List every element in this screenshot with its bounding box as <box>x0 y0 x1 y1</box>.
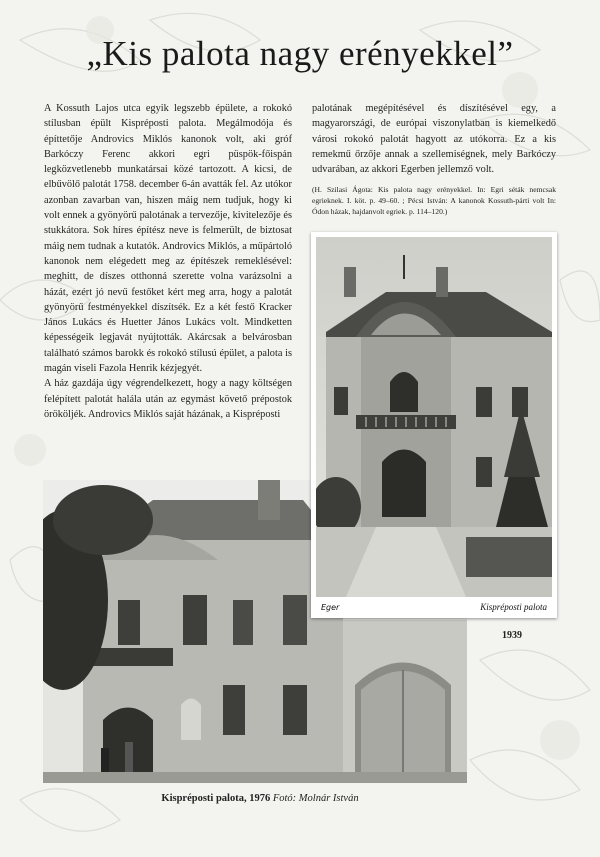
body-text-left <box>44 101 292 422</box>
photo-label-location: Eger <box>321 603 340 612</box>
caption-credit: Fotó: Molnár István <box>272 793 359 804</box>
photo-label-title: Kispréposti palota <box>480 602 547 612</box>
paragraph: palotának megépítésével és díszítésével egy, a magyarországi, de európai viszonylatban is kiemelkedő városi rokokó palotát hagyott az utókorra. Ez a kis remekmű őrzője annak a szellemiségnek, mely Barkóczy udvarában, az akkori Egerben jellemző volt. <box>312 103 556 176</box>
body-text-right <box>312 101 556 177</box>
paragraph: A Kossuth Lajos utca egyik legszebb épülete, a rokokó stílusban épült Kispréposti palota. Megálmodója és építtetője Androvics Miklós kanonok volt, aki gróf Barkóczy Ferenc akkori egri püspök-főispán legközvetlenebb munkatársai közé tartozott. A kicsi, de elbűvölő palotát 1758. december 6-án avatták fel. Az utókor azonban zavarban van, hiszen máig nem tudjuk, hogy ki volt ennek a gyönyörű palotának a tervezője, kivitelezője és stukkátora. Sok híres építész neve is felmerült, de biztosat máig nem tudnak a kutatók. Androvics Miklós, a műpártoló kanonok nem elégedett meg az építészek remeklésével: meghitt, de díszes otthonná szerette volna varázsolni a házát, ezért jó nevű festőket kért meg arra, hogy a palotát gyönyörű festményekkel díszítsék. Ez a két festő Kracker János Lukács és Huetter János Lukács volt. Mindketten képességeik legjavát nyújtották. Akárcsak a belvárosban található számos barokk és rokokó stílusú épület, a palota is magán viseli Fazola Henrik kézjegyét. <box>44 103 292 375</box>
photo-1939 <box>311 232 557 618</box>
paragraph: A ház gazdája úgy végrendelkezett, hogy a nagy költségen felépített palotát halála után az egymást követő prépostok örököljék. Androvics Miklós saját házának, a Kispréposti <box>44 378 292 420</box>
page-title: „Kis palota nagy erényekkel” <box>86 34 514 73</box>
photo-year: 1939 <box>502 630 522 641</box>
photo-caption <box>0 793 520 804</box>
references: (H. Szilasi Ágota: Kis palota nagy erényekkel. In: Egri séták nemcsak egrieknek. I. köt. p. 49–60. ; Pécsi István: A kanonok Kossuth-párti volt In: Ódon házak, hajdanvolt egriek. p. 114–120.) <box>312 185 556 216</box>
palace-postcard-image <box>316 237 552 597</box>
caption-title: Kispréposti palota, 1976 <box>161 793 271 804</box>
